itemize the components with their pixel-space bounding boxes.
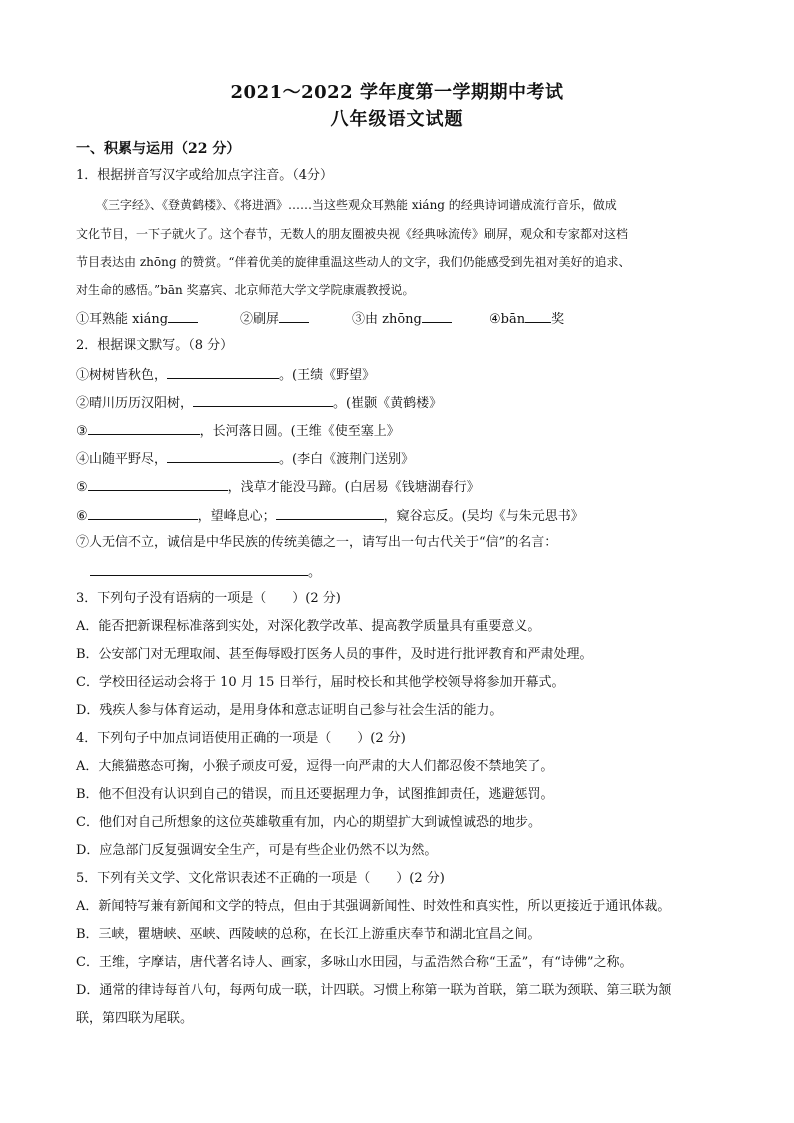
option: A．大熊猫憨态可掬，小猴子顽皮可爱，逗得一向严肃的大人们都忍俊不禁地笑了。: [76, 759, 554, 774]
option: D．应急部门反复强调安全生产，可是有些企业仍然不以为然。: [76, 843, 438, 858]
question-1-passage-line: 《三字经》、《登黄鹤楼》、《将进酒》……当这些观众耳熟能 xiáng 的经典诗词谱成流行音乐，做成: [96, 198, 617, 212]
option: A．新闻特写兼有新闻和文学的特点，但由于其强调新闻性、时效性和真实性，所以更接近于通讯体裁。: [76, 899, 671, 914]
question-2-stem: 2．根据课文默写。（8 分）: [76, 338, 234, 353]
question-4-stem: 4．下列句子中加点词语使用正确的一项是（ ）(2 分): [76, 731, 406, 746]
option: D．残疾人参与体育运动，是用身体和意志证明自己参与社会生活的能力。: [76, 703, 503, 718]
item-label: ④bān: [489, 312, 526, 327]
answer-blank[interactable]: [193, 392, 333, 407]
question-1-item: [76, 308, 198, 330]
answer-blank[interactable]: [422, 308, 452, 323]
option: C．他们对自己所想象的这位英雄敬重有加，内心的期望扩大到诚惶诚恐的地步。: [76, 815, 541, 830]
recitation-line: ①树树皆秋色， 。(王绩《野望》: [76, 364, 375, 386]
answer-blank[interactable]: [88, 505, 198, 520]
option: C．王维，字摩诘，唐代著名诗人、画家，多咏山水田园，与孟浩然合称“王孟”，有“诗佛”之称。: [76, 955, 633, 970]
item-label: ②刷屏: [240, 312, 280, 327]
answer-blank[interactable]: [167, 448, 279, 463]
option: D．通常的律诗每首八句，每两句成一联，计四联。习惯上称第一联为首联，第二联为颈联、第三联为颔: [76, 983, 672, 998]
item-label: 奖: [551, 312, 565, 327]
recitation-line: ③ ，长河落日圆。(王维《使至塞上》: [76, 420, 400, 442]
question-5-stem: 5．下列有关文学、文化常识表述不正确的一项是（ ）(2 分): [76, 871, 445, 886]
recitation-line: ⑥ ，望峰息心； ，窥谷忘反。(吴均《与朱元思书》: [76, 505, 584, 527]
item-label: ①耳熟能 xiáng: [76, 312, 169, 327]
exam-subtitle: 八年级语文试题: [330, 109, 464, 130]
answer-blank[interactable]: [276, 505, 384, 520]
answer-blank[interactable]: [168, 308, 198, 323]
question-1-passage-line: 文化节目，一下子就火了。这个春节，无数人的朋友圈被央视《经典咏流传》刷屏，观众和专家都对这档: [76, 227, 629, 241]
recitation-line: ⑦人无信不立，诚信是中华民族的传统美德之一，请写出一句古代关于“信”的名言：: [76, 535, 558, 550]
option-continuation: 联，第四联为尾联。: [76, 1011, 194, 1026]
question-1-passage-line: 节目表达由 zhōng 的赞赏。“伴着优美的旋律重温这些动人的文字，我们仍能感受到先祖对美好的追求、: [76, 255, 631, 269]
exam-title: 2021～2022 学年度第一学期期中考试: [230, 82, 564, 103]
question-3-stem: 3．下列句子没有语病的一项是（ ）(2 分): [76, 591, 341, 606]
answer-blank[interactable]: [88, 420, 200, 435]
answer-blank[interactable]: [88, 476, 228, 491]
recitation-line: 。: [90, 561, 321, 583]
option: B．他不但没有认识到自己的错误，而且还要据理力争，试图推卸责任，逃避惩罚。: [76, 787, 554, 802]
answer-blank[interactable]: [279, 308, 309, 323]
answer-blank[interactable]: [525, 308, 551, 323]
recitation-line: ④山随平野尽， 。(李白《渡荆门送别》: [76, 448, 414, 470]
question-1-item: [352, 308, 452, 330]
option: B．公安部门对无理取闹、甚至侮辱殴打医务人员的事件，及时进行批评教育和严肃处理。: [76, 647, 593, 662]
option: B．三峡，瞿塘峡、巫峡、西陵峡的总称，在长江上游重庆奉节和湖北宜昌之间。: [76, 927, 541, 942]
section-heading: 一、积累与运用（22 分）: [76, 141, 241, 157]
option: A．能否把新课程标准落到实处，对深化教学改革、提高教学质量具有重要意义。: [76, 619, 541, 634]
question-1-item: [240, 308, 309, 330]
recitation-line: ②晴川历历汉阳树， 。(崔颢《黄鹤楼》: [76, 392, 442, 414]
option: C．学校田径运动会将于 10 月 15 日举行，届时校长和其他学校领导将参加开幕式。: [76, 675, 565, 690]
question-1-stem: 1．根据拼音写汉字或给加点字注音。（4分）: [76, 168, 334, 183]
answer-blank[interactable]: [90, 561, 308, 576]
item-label: ③由 zhōng: [352, 312, 422, 327]
question-1-passage-line: 对生命的感悟。”bān 奖嘉宾、北京师范大学文学院康震教授说。: [76, 283, 415, 297]
recitation-line: ⑤ ，浅草才能没马蹄。(白居易《钱塘湖春行》: [76, 476, 480, 498]
question-1-item: [489, 308, 564, 330]
answer-blank[interactable]: [167, 364, 279, 379]
